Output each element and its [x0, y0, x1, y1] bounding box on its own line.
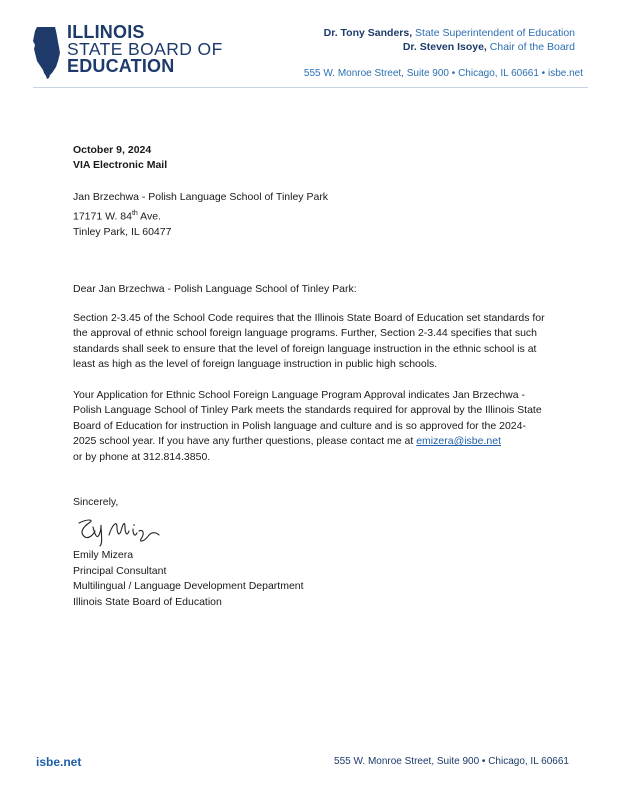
email-link[interactable]: emizera@isbe.net — [416, 435, 501, 448]
paragraph-2-tail: or by phone at 312.814.3850. — [73, 450, 211, 463]
signer-department: Multilingual / Language Development Department — [73, 580, 304, 592]
header-street: 555 W. Monroe Street, Suite 900 — [303, 68, 449, 79]
officials-block — [324, 26, 575, 54]
recipient-address — [73, 190, 328, 240]
street-ordinal: th — [131, 209, 138, 217]
signer-title: Principal Consultant — [73, 564, 167, 577]
signer-name: Emily Mizera — [73, 549, 134, 561]
logo-line-illinois: ILLINOIS — [67, 22, 145, 42]
logo-line-state-board: STATE BOARD OF — [67, 39, 223, 59]
official-name: Dr. Steven Isoye, — [402, 41, 487, 53]
body-paragraph-2 — [73, 388, 549, 465]
delivery-method: VIA Electronic Mail — [73, 159, 168, 171]
recipient-name: Jan Brzechwa - Polish Language School of Tinley Park — [73, 191, 329, 203]
recipient-city: Tinley Park, IL 60477 — [73, 225, 172, 238]
header-address — [304, 68, 583, 79]
signer-organization: Illinois State Board of Education — [73, 595, 222, 608]
official-title: State Superintendent of Education — [415, 27, 575, 39]
salutation: Dear Jan Brzechwa - Polish Language School of Tinley Park: — [73, 283, 357, 295]
street-number: 17171 W. 84 — [73, 210, 132, 222]
header-website: isbe.net — [547, 68, 583, 79]
illinois-state-icon — [33, 27, 63, 79]
recipient-street — [73, 206, 328, 225]
official-title: Chair of the Board — [489, 41, 575, 53]
bullet-separator: • — [451, 68, 456, 79]
footer-website[interactable]: isbe.net — [36, 755, 82, 769]
logo-wordmark — [67, 24, 223, 75]
paragraph-2-text: Your Application for Ethnic School Foreign Language Program Approval indicates Jan Brzechwa - Polish Language School of Tinley Park meets the standards required for approval by the Illinois State Board of Education for instruction in Polish language and culture and is so approved for the 2024-2025 school year. If you have any further questions, please contact me at — [73, 389, 542, 448]
official-row — [324, 40, 575, 54]
handwritten-signature — [73, 513, 168, 547]
closing: Sincerely, — [73, 496, 119, 508]
official-row — [324, 26, 575, 40]
logo-line-education: EDUCATION — [67, 56, 175, 76]
header-city: Chicago, IL 60661 — [458, 68, 539, 79]
signature-block — [73, 548, 304, 610]
isbe-logo — [33, 24, 233, 84]
body-paragraph-1: Section 2-3.45 of the School Code requires that the Illinois State Board of Education set standards for the approval of ethnic school foreign language programs. Further, Section 2-3.44 specifies that such standards shall seek to ensure that the level of foreign language instruction in the ethnic school is at least as high as the level of foreign language instruction in public high schools. — [73, 312, 545, 371]
letter-date: October 9, 2024 — [73, 144, 152, 156]
header-divider — [33, 87, 588, 88]
street-suffix: Ave. — [137, 210, 161, 222]
bullet-separator: • — [541, 68, 546, 79]
official-name: Dr. Tony Sanders, — [323, 27, 413, 39]
footer-address: 555 W. Monroe Street, Suite 900 • Chicago, IL 60661 — [334, 756, 569, 767]
